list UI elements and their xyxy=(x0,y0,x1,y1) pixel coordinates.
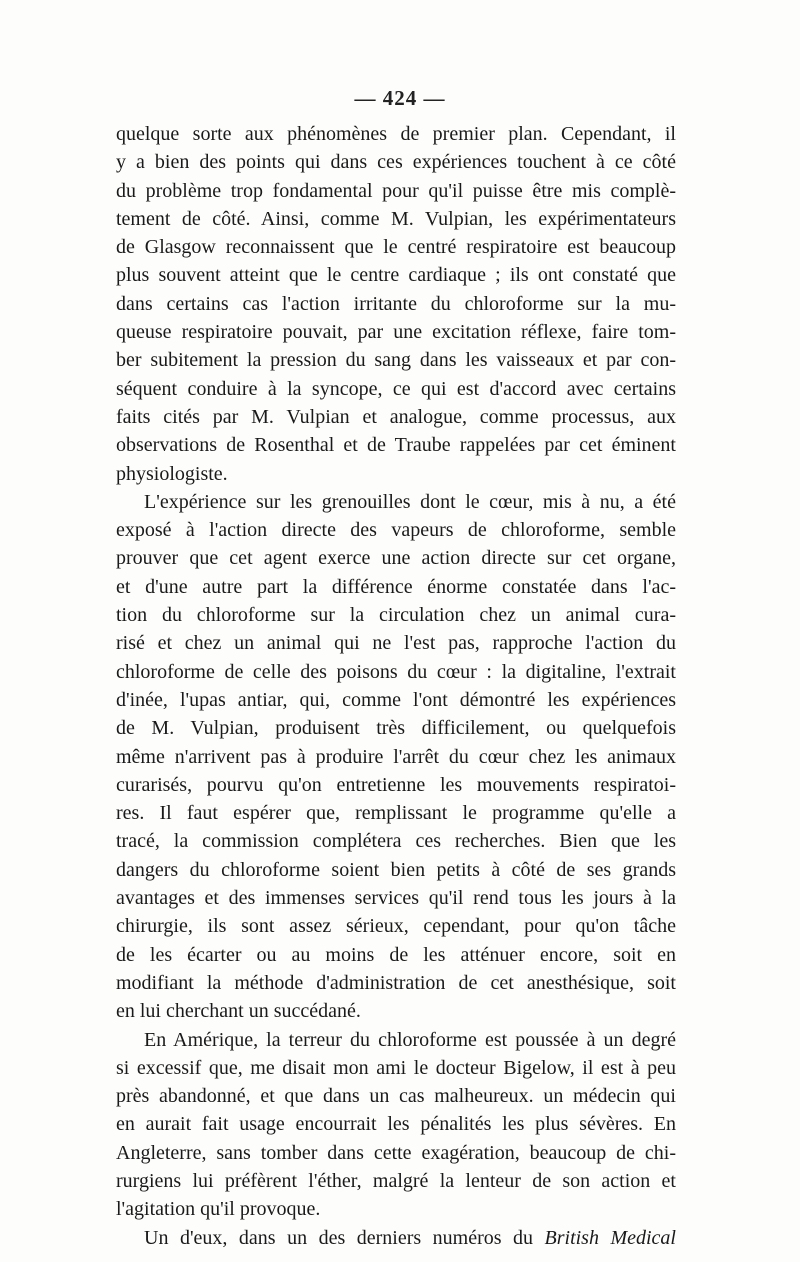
journal-title: British Medical xyxy=(544,1226,676,1249)
text-line: près abandonné, et que dans un cas malheureux. un médecin qui xyxy=(116,1085,676,1108)
paragraph-1 xyxy=(116,120,676,488)
text-line: res. Il faut espérer que, remplissant le programme qu'elle a xyxy=(116,802,676,825)
text-line: de M. Vulpian, produisent très difficilement, ou quelquefois xyxy=(116,717,676,740)
text-fragment: Un d'eux, dans un des derniers numéros du xyxy=(144,1226,545,1249)
text-line: dangers du chloroforme soient bien petits à côté de ses grands xyxy=(116,858,676,881)
page-number: — 424 — xyxy=(354,86,446,110)
body-text xyxy=(116,120,676,1252)
text-line: en aurait fait usage encourrait les pénalités les plus sévères. En xyxy=(116,1113,676,1136)
text-line: exposé à l'action directe des vapeurs de chloroforme, semble xyxy=(116,519,676,542)
paragraph-4 xyxy=(116,1224,676,1252)
text-line: observations de Rosenthal et de Traube rappelées par cet éminent xyxy=(116,434,676,457)
text-line: et d'une autre part la différence énorme constatée dans l'ac- xyxy=(116,575,676,598)
text-line: En Amérique, la terreur du chloroforme est poussée à un degré xyxy=(144,1028,676,1051)
text-line: L'expérience sur les grenouilles dont le cœur, mis à nu, a été xyxy=(144,490,676,513)
text-line: de Glasgow reconnaissent que le centré respiratoire est beaucoup xyxy=(116,236,676,259)
text-line: du problème trop fondamental pour qu'il puisse être mis complè- xyxy=(116,179,676,202)
text-line: risé et chez un animal qui ne l'est pas, rapproche l'action du xyxy=(116,632,676,655)
text-line: quelque sorte aux phénomènes de premier plan. Cependant, il xyxy=(116,123,676,145)
text-line: y a bien des points qui dans ces expériences touchent à ce côté xyxy=(116,151,676,174)
text-line xyxy=(116,1224,676,1252)
text-line: avantages et des immenses services qu'il rend tous les jours à la xyxy=(116,887,676,910)
text-line: plus souvent atteint que le centre cardiaque ; ils ont constaté que xyxy=(116,264,676,287)
paragraph-2 xyxy=(116,488,676,1026)
text-line: queuse respiratoire pouvait, par une excitation réflexe, faire tom- xyxy=(116,321,676,344)
text-line: tion du chloroforme sur la circulation chez un animal cura- xyxy=(116,604,676,627)
paragraph-3 xyxy=(116,1026,676,1224)
text-line: modifiant la méthode d'administration de cet anesthésique, soit xyxy=(116,971,676,994)
text-line: Angleterre, sans tomber dans cette exagération, beaucoup de chi- xyxy=(116,1141,676,1164)
text-line: séquent conduire à la syncope, ce qui est d'accord avec certains xyxy=(116,377,676,400)
text-line: même n'arrivent pas à produire l'arrêt du cœur chez les animaux xyxy=(116,745,676,768)
text-line: curarisés, pourvu qu'on entretienne les mouvements respiratoi- xyxy=(116,773,676,796)
text-line: d'inée, l'upas antiar, qui, comme l'ont démontré les expériences xyxy=(116,688,676,711)
text-line: dans certains cas l'action irritante du chloroforme sur la mu- xyxy=(116,292,676,315)
text-line: de les écarter ou au moins de les atténuer encore, soit en xyxy=(116,943,676,966)
text-line: prouver que cet agent exerce une action directe sur cet organe, xyxy=(116,547,676,570)
text-line: faits cités par M. Vulpian et analogue, comme processus, aux xyxy=(116,405,676,428)
text-line: ber subitement la pression du sang dans les vaisseaux et par con- xyxy=(116,349,676,372)
text-line: physiologiste. xyxy=(116,462,228,485)
text-line: chirurgie, ils sont assez sérieux, cependant, pour qu'on tâche xyxy=(116,915,676,938)
text-line: tracé, la commission complétera ces recherches. Bien que les xyxy=(116,830,676,853)
text-line: l'agitation qu'il provoque. xyxy=(116,1198,321,1221)
text-line: rurgiens lui préfèrent l'éther, malgré la lenteur de son action et xyxy=(116,1169,676,1192)
text-line: en lui cherchant un succédané. xyxy=(116,1000,361,1023)
text-line: tement de côté. Ainsi, comme M. Vulpian, les expérimentateurs xyxy=(116,207,676,230)
text-line: chloroforme de celle des poisons du cœur : la digitaline, l'extrait xyxy=(116,660,676,683)
text-line: si excessif que, me disait mon ami le docteur Bigelow, il est à peu xyxy=(116,1056,676,1079)
